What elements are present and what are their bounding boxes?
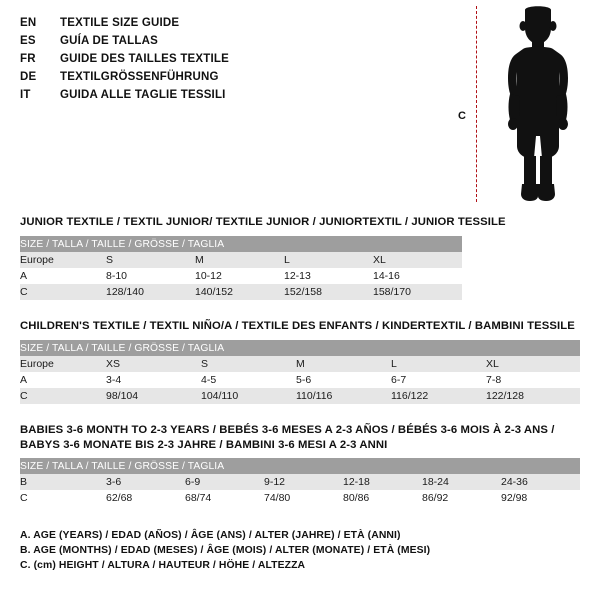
row-label: A: [20, 268, 106, 284]
row-label: C: [20, 284, 106, 300]
language-code: IT: [20, 89, 31, 101]
cell: 10-12: [195, 268, 284, 284]
legend-line-a: A. AGE (YEARS) / EDAD (AÑOS) / ÂGE (ANS) / ALTER (JAHRE) / ETÀ (ANNI): [20, 530, 401, 541]
table-row: [20, 268, 462, 284]
table-row: [20, 388, 580, 404]
measure-label-c: C: [458, 110, 466, 122]
cell: 86/92: [422, 490, 501, 506]
language-row: [20, 14, 420, 32]
cell: M: [195, 252, 284, 268]
row-label: Europe: [20, 356, 106, 372]
legend-block: [20, 528, 580, 573]
language-title: GUIDE DES TAILLES TEXTILE: [60, 53, 229, 65]
cell: 98/104: [106, 388, 201, 404]
section-title-children: CHILDREN'S TEXTILE / TEXTIL NIÑO/A / TEXTILE DES ENFANTS / KINDERTEXTIL / BAMBINI TESSILE: [20, 320, 575, 332]
cell: XS: [106, 356, 201, 372]
cell: 12-18: [343, 474, 422, 490]
cell: 4-5: [201, 372, 296, 388]
row-label: A: [20, 372, 106, 388]
cell: 110/116: [296, 388, 391, 404]
table-row: [20, 252, 462, 268]
table-row: [20, 356, 580, 372]
language-title: GUÍA DE TALLAS: [60, 35, 158, 47]
language-row: [20, 86, 420, 104]
language-row: [20, 32, 420, 50]
cell: 128/140: [106, 284, 195, 300]
babies-size-table: [20, 458, 580, 506]
table-row: [20, 490, 580, 506]
cell: 152/158: [284, 284, 373, 300]
cell: 140/152: [195, 284, 284, 300]
language-title: TEXTILGRÖSSENFÜHRUNG: [60, 71, 219, 83]
cell: XL: [486, 356, 580, 372]
table-row: [20, 284, 462, 300]
cell: 92/98: [501, 490, 580, 506]
language-row: [20, 68, 420, 86]
cell: 12-13: [284, 268, 373, 284]
height-measure-line: [476, 6, 477, 202]
cell: 3-4: [106, 372, 201, 388]
cell: S: [106, 252, 195, 268]
section-title-babies-line1: BABIES 3-6 MONTH TO 2-3 YEARS / BEBÉS 3-6 MESES A 2-3 AÑOS / BÉBÉS 3-6 MOIS À 2-3 ANS /: [20, 424, 555, 436]
table-header-row: [20, 236, 462, 252]
cell: M: [296, 356, 391, 372]
row-label: C: [20, 490, 106, 506]
table-header-row: [20, 340, 580, 356]
cell: 6-7: [391, 372, 486, 388]
cell: 24-36: [501, 474, 580, 490]
children-size-table: [20, 340, 580, 404]
cell: 104/110: [201, 388, 296, 404]
cell: S: [201, 356, 296, 372]
language-code: FR: [20, 53, 36, 65]
cell: 18-24: [422, 474, 501, 490]
row-label: C: [20, 388, 106, 404]
cell: 68/74: [185, 490, 264, 506]
table-row: [20, 372, 580, 388]
section-title-junior: JUNIOR TEXTILE / TEXTIL JUNIOR/ TEXTILE JUNIOR / JUNIORTEXTIL / JUNIOR TESSILE: [20, 216, 506, 228]
language-code: ES: [20, 35, 36, 47]
size-band-label: SIZE / TALLA / TAILLE / GRÖSSE / TAGLIA: [20, 236, 462, 252]
language-title-block: [20, 14, 420, 104]
legend-line-c: C. (cm) HEIGHT / ALTURA / HAUTEUR / HÖHE / ALTEZZA: [20, 560, 306, 571]
cell: 6-9: [185, 474, 264, 490]
cell: XL: [373, 252, 462, 268]
cell: 7-8: [486, 372, 580, 388]
figure-area: [440, 6, 590, 206]
cell: L: [391, 356, 486, 372]
cell: 62/68: [106, 490, 185, 506]
cell: 74/80: [264, 490, 343, 506]
table-header-row: [20, 458, 580, 474]
cell: 80/86: [343, 490, 422, 506]
table-row: [20, 474, 580, 490]
row-label: B: [20, 474, 106, 490]
language-title: GUIDA ALLE TAGLIE TESSILI: [60, 89, 226, 101]
cell: 9-12: [264, 474, 343, 490]
size-band-label: SIZE / TALLA / TAILLE / GRÖSSE / TAGLIA: [20, 458, 580, 474]
language-code: EN: [20, 17, 37, 29]
cell: 3-6: [106, 474, 185, 490]
language-title: TEXTILE SIZE GUIDE: [60, 17, 180, 29]
cell: 14-16: [373, 268, 462, 284]
legend-line-b: B. AGE (MONTHS) / EDAD (MESES) / ÂGE (MOIS) / ALTER (MONATE) / ETÀ (MESI): [20, 545, 431, 556]
language-code: DE: [20, 71, 37, 83]
cell: 158/170: [373, 284, 462, 300]
cell: L: [284, 252, 373, 268]
junior-size-table: [20, 236, 462, 300]
cell: 122/128: [486, 388, 580, 404]
cell: 116/122: [391, 388, 486, 404]
language-row: [20, 50, 420, 68]
section-title-babies-line2: BABYS 3-6 MONATE BIS 2-3 JAHRE / BAMBINI 3-6 MESI A 2-3 ANNI: [20, 439, 388, 451]
cell: 5-6: [296, 372, 391, 388]
row-label: Europe: [20, 252, 106, 268]
size-band-label: SIZE / TALLA / TAILLE / GRÖSSE / TAGLIA: [20, 340, 580, 356]
cell: 8-10: [106, 268, 195, 284]
toddler-silhouette-icon: [488, 6, 588, 206]
